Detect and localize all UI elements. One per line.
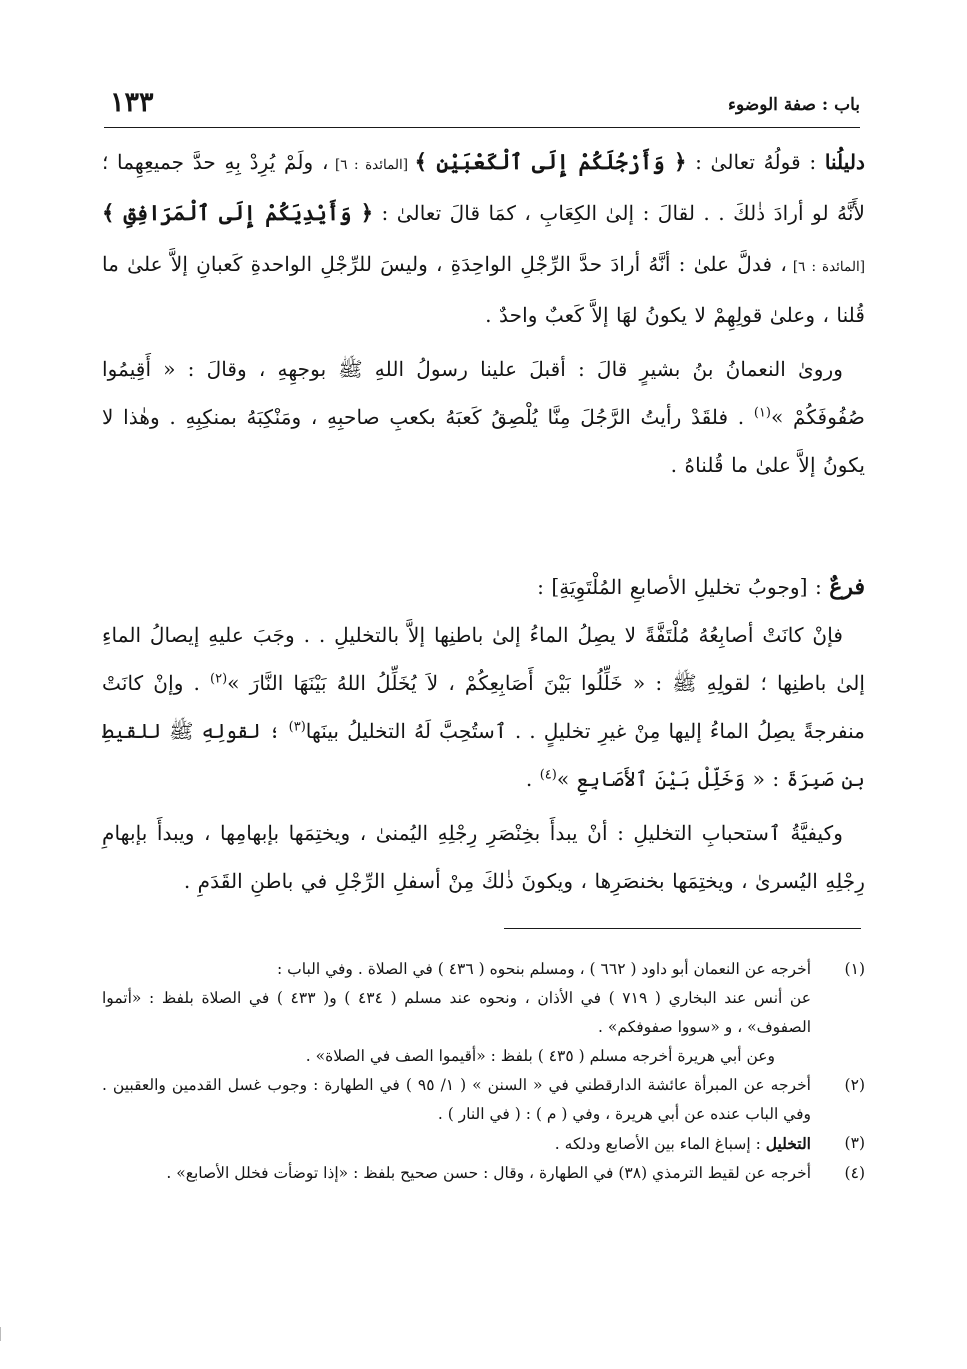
footnote-line: أخرجه عن النعمان أبو داود ( ٦٦٢ ) ، ومسلم بنحوه ( ٤٣٦ ) في الصلاة . وفي الباب : [277, 960, 811, 978]
chapter-title: باب : صفة الوضوء [728, 95, 860, 115]
quran-verse: ﴿ وَأَرْجُلَكُمْ إِلَى ٱلْكَعْبَيْنِ ﴾ [414, 149, 687, 174]
heading-text: : [وجوبُ تخليلِ الأصابعِ المُلْتَوِيَةِ] : [537, 575, 830, 599]
footnote-line: عن أنس عند البخاري ( ٧١٩ ) في الأذان ، ونحوه عند مسلم ( ٤٣٤ ) و( ٤٣٣ ) في الصلاة بلفظ : «أتموا الصفوف» ، و «سووا صفوفكم» . [102, 989, 811, 1036]
paragraph-ruling [102, 611, 865, 803]
footnote-line: أخرجه عن المبرأة عائشة الدارقطني في « السنن » ( ١/ ٩٥ ) في الطهارة : وجوب غسل القدمين والعقبين . وفي الباب عنده عن أبي هريرة ، وفي ( م ) : ( في النار ) . [102, 1076, 811, 1123]
paragraph-hadith [102, 345, 865, 489]
paragraph-evidence [102, 138, 865, 339]
footnote-marker[interactable]: (٣) [288, 719, 306, 735]
footnote-number: (١) [844, 960, 865, 978]
footnote-number: (٣) [844, 1134, 865, 1152]
page-number: ١٣٣ [110, 87, 154, 118]
footnote-line: أخرجه عن لقيط الترمذي (٣٨) في الطهارة ، وقال : حسن صحيح بلفظ : «إذا توضأت فخلل الأصابع» . [166, 1164, 811, 1182]
footnote-term: التخليل [765, 1134, 811, 1153]
lead-word: دليلُنا [824, 150, 865, 174]
quran-verse: ﴿ وَأَيْدِيَكُمْ إِلَى ٱلْمَرَافِقِ ﴾ [102, 200, 374, 225]
text-run: . فلقَدْ رأيتُ الرَّجُلَ مِنَّا يُلْصِقُ كَعبَهُ بكعبِ صاحبِهِ ، ومَنْكِبَهُ بمنكِبِهِ . وهٰذا لا يكونُ إلاَّ علىٰ ما قُلناهُ . [102, 405, 865, 477]
footnote-number: (٢) [844, 1076, 865, 1094]
footnote-line: وعن أبي هريرة أخرجه مسلم ( ٤٣٥ ) بلفظ : «أقيموا الصف في الصلاة» . [305, 1047, 775, 1065]
scan-edge-mark [0, 1327, 15, 1341]
text-run: . [525, 767, 540, 791]
running-header [104, 87, 860, 128]
text-run: فإنْ كانَتْ أصابِعُهُ مُلْتَفَّةً لا يصِلُ الماءُ إلىٰ باطنِها إلاَّ بالتخليلِ . . وجَبَ عليهِ إيصالُ الماءِ إلىٰ باطنِها ؛ لقولِهِ ﷺ : « خَلِّلُوا بَيْنَ أَصَابِعِكُمْ ، لاَ يُخَلِّلُ اللهُ بَيْنَهَا النَّارَ » [102, 623, 865, 695]
footnote-2 [102, 1071, 865, 1129]
footnote-marker[interactable]: (١) [753, 405, 771, 421]
text-run: وكيفيَّةُ ٱستحبابِ التخليلِ : أنْ يبدأَ بخِنْصَرِ رِجْلِهِ اليُمنىٰ ، ويختِمَها بإبهامِها ، ويبدأَ بإبهامِ رِجْلِهِ اليُسرىٰ ، ويختِمَها بخنصَرِها ، ويكونَ ذٰلكَ مِنْ أسفلِ الرِّجْلِ في باطنِ القَدَمِ . [102, 821, 865, 893]
footnote-marker[interactable]: (٤) [539, 767, 557, 783]
text-run: ؛ لقولِهِ ﷺ للقيطِ بن صَبِرَةَ : « وَخَلِّلْ بَيْنَ ٱلأَصَابِعِ » [102, 719, 865, 791]
footnotes [102, 955, 865, 1188]
text-run: . وإنْ كانَتْ منفرجةً يصِلُ الماءُ إليها مِنْ غيرِ تخليلٍ . . ٱستُحِبَّ لَهُ التخليلُ بينَها [102, 671, 865, 743]
text-run: ، فدلَّ علىٰ : أنَّهُ أرادَ حدَّ الرِّجْلِ الواحِدَةِ ، وليسَ للرِّجْلِ الواحدةِ كَعبانِ إلاَّ علىٰ ما قُلنا ، وعلىٰ قولِهِمْ لا يكونُ لهَا إلاَّ كَعبٌ واحدٌ . [102, 252, 865, 327]
paragraph-method [102, 809, 865, 905]
footnote-3 [102, 1129, 865, 1159]
spacer [102, 489, 865, 563]
footnote-4 [102, 1159, 865, 1188]
text-run: : قولُهُ تعالىٰ : [686, 150, 825, 174]
footnote-line [102, 1129, 811, 1159]
footnote-marker[interactable]: (٢) [210, 671, 228, 687]
text-run: وروىٰ النعمانُ بنُ بشيرٍ قالَ : أقبلَ علينا رسولُ اللهِ ﷺ بوجهِهِ ، وقالَ : « أَقِيمُوا صُفُوفَكُمْ » [102, 357, 865, 429]
verse-reference: [المائدة : ٦] [328, 157, 415, 173]
heading-label: فرعٌ [829, 574, 865, 600]
footnote-divider [504, 928, 861, 929]
footnote-1 [102, 955, 865, 1071]
verse-reference: [المائدة : ٦] [786, 259, 865, 275]
footnote-text: : إسباغ الماء بين الأصابع ودلكه . [554, 1135, 766, 1153]
text-run: ، ولَمْ يُرِدْ بِهِ حدَّ جميعِهِما ؛ لأَنَّهُ لو أرادَ ذٰلكَ . . لقالَ : إلىٰ الكِعَابِ ، كمَا قالَ تعالىٰ : [102, 150, 865, 225]
section-heading [102, 563, 865, 611]
main-text [102, 138, 865, 905]
footnote-number: (٤) [844, 1164, 865, 1182]
